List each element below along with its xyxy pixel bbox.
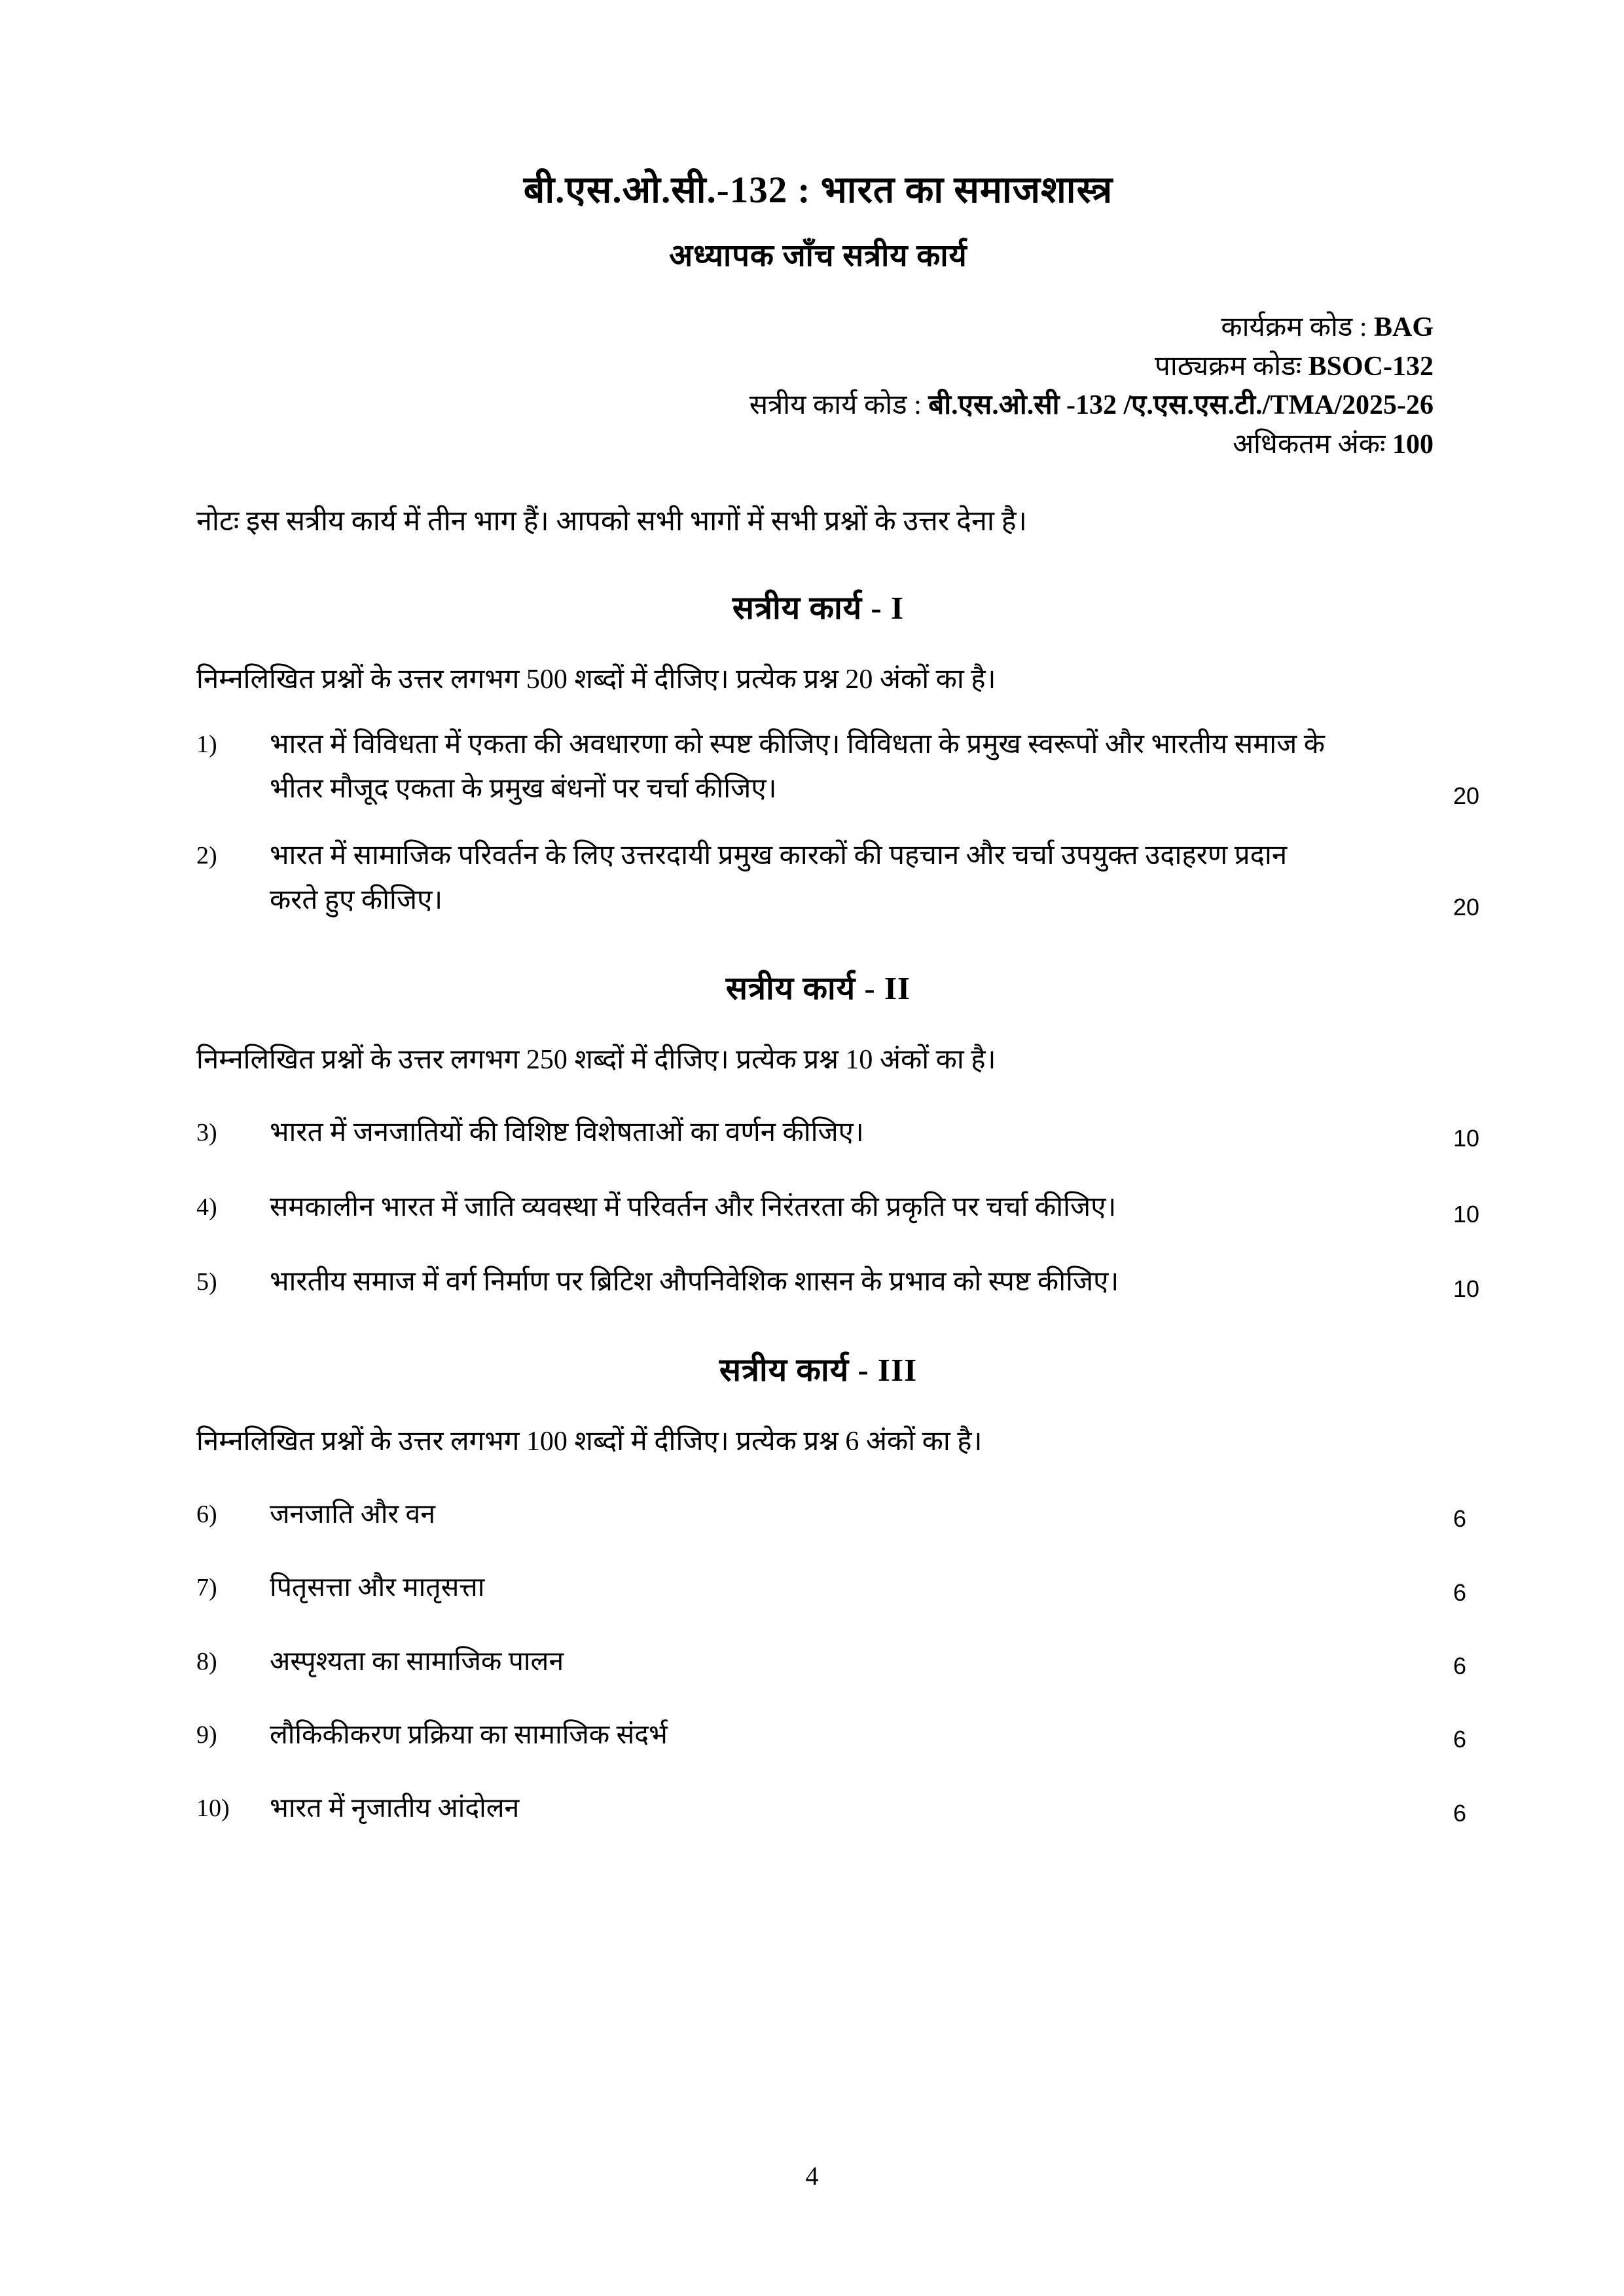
assignment-code-value: बी.एस.ओ.सी -132 /ए.एस.एस.टी./TMA/2025-26 <box>928 390 1434 421</box>
assignment-section <box>196 966 1480 1304</box>
section-title: सत्रीय कार्य - II <box>725 970 911 1006</box>
question-number: 5) <box>196 1267 217 1296</box>
question-row <box>196 833 1480 922</box>
section-instruction: निम्नलिखित प्रश्नों के उत्तर लगभग 100 शब्दों में दीजिए। प्रत्येक प्रश्न 6 अंकों का है। <box>196 1426 983 1457</box>
question-text: समकालीन भारत में जाति व्यवस्था में परिवर्तन और निरंतरता की प्रकृति पर चर्चा कीजिए। <box>270 1192 1117 1222</box>
program-code-value: BAG <box>1373 312 1434 342</box>
question-text: भारत में जनजातियों की विशिष्ट विशेषताओं का वर्णन कीजिए। <box>270 1117 864 1148</box>
question-number: 4) <box>196 1193 217 1221</box>
question-marks: 10 <box>1453 1200 1480 1228</box>
question-text: भारत में सामाजिक परिवर्तन के लिए उत्तरदायी प्रमुख कारकों की पहचान और चर्चा उपयुक्त उदाहरण प्रदान करते हुए कीजिए। <box>270 840 1288 915</box>
assignment-code-line <box>196 386 1434 426</box>
question-number: 7) <box>196 1574 217 1602</box>
note-text: नोटः इस सत्रीय कार्य में तीन भाग हैं। आपको सभी भागों में सभी प्रश्नों के उत्तर देना है। <box>196 505 1027 537</box>
question-number: 1) <box>196 730 217 758</box>
question-row <box>196 1260 1480 1304</box>
question-marks: 6 <box>1453 1578 1467 1606</box>
question-text: भारत में नृजातीय आंदोलन <box>270 1793 520 1823</box>
page-title: बी.एस.ओ.सी.-132 : भारत का समाजशास्त्र <box>523 170 1113 211</box>
question-number: 6) <box>196 1500 217 1528</box>
question-text: भारत में विविधता में एकता की अवधारणा को स्पष्ट कीजिए। विविधता के प्रमुख स्वरूपों और भारतीय समाज के भीतर मौजूद एकता के प्रमुख बंधनों पर चर्चा कीजिए। <box>270 729 1326 804</box>
question-number: 2) <box>196 841 217 869</box>
max-marks-value: 100 <box>1392 429 1434 460</box>
question-marks: 20 <box>1453 893 1480 920</box>
question-marks: 10 <box>1453 1275 1480 1302</box>
page-number: 4 <box>805 2161 819 2191</box>
assignment-section <box>196 585 1480 922</box>
question-number: 9) <box>196 1721 217 1749</box>
max-marks-label: अधिकतम अंकः <box>1233 429 1392 460</box>
course-code-line <box>196 348 1434 387</box>
program-code-label: कार्यक्रम कोड : <box>1221 312 1374 342</box>
question-number: 8) <box>196 1647 217 1675</box>
question-text: भारतीय समाज में वर्ग निर्माण पर ब्रिटिश औपनिवेशिक शासन के प्रभाव को स्पष्ट कीजिए। <box>270 1266 1119 1297</box>
question-row <box>196 1492 1467 1535</box>
question-marks: 6 <box>1453 1799 1467 1827</box>
question-text: अस्पृश्यता का सामाजिक पालन <box>270 1645 564 1676</box>
course-code-value: BSOC-132 <box>1308 351 1434 382</box>
question-marks: 20 <box>1453 782 1480 809</box>
question-text: पितृसत्ता और मातृसत्ता <box>270 1572 485 1603</box>
question-row <box>196 1565 1467 1609</box>
question-marks: 10 <box>1453 1124 1480 1152</box>
assignment-code-label: सत्रीय कार्य कोड : <box>749 390 929 421</box>
question-text: लौकिकीकरण प्रक्रिया का सामाजिक संदर्भ <box>270 1719 668 1749</box>
question-marks: 6 <box>1453 1652 1467 1679</box>
section-instruction: निम्नलिखित प्रश्नों के उत्तर लगभग 250 शब्दों में दीजिए। प्रत्येक प्रश्न 10 अंकों का है। <box>196 1044 996 1075</box>
question-list <box>196 1110 1480 1304</box>
question-text: जनजाति और वन <box>270 1498 435 1529</box>
question-number: 3) <box>196 1118 217 1146</box>
section-title: सत्रीय कार्य - I <box>732 589 905 626</box>
question-row <box>196 1639 1467 1683</box>
page-subtitle: अध्यापक जाँच सत्रीय कार्य <box>669 239 967 274</box>
question-marks: 6 <box>1453 1726 1467 1753</box>
assignment-meta-block <box>196 308 1440 465</box>
sections-container <box>196 585 1480 1830</box>
section-instruction: निम्नलिखित प्रश्नों के उत्तर लगभग 500 शब्दों में दीजिए। प्रत्येक प्रश्न 20 अंकों का है। <box>196 664 996 695</box>
assignment-section <box>196 1347 1467 1830</box>
question-row <box>196 1110 1480 1155</box>
program-code-line <box>196 308 1434 348</box>
question-row <box>196 722 1480 811</box>
max-marks-line <box>196 426 1434 465</box>
question-row <box>196 1185 1480 1230</box>
question-number: 10) <box>196 1795 230 1823</box>
question-row <box>196 1713 1467 1756</box>
question-row <box>196 1786 1467 1829</box>
question-marks: 6 <box>1453 1505 1467 1533</box>
question-list <box>196 1492 1467 1830</box>
section-title: सत्रीय कार्य - III <box>719 1351 918 1388</box>
question-list <box>196 722 1480 922</box>
page-content <box>196 0 1480 1830</box>
course-code-label: पाठ्यक्रम कोडः <box>1155 351 1308 382</box>
